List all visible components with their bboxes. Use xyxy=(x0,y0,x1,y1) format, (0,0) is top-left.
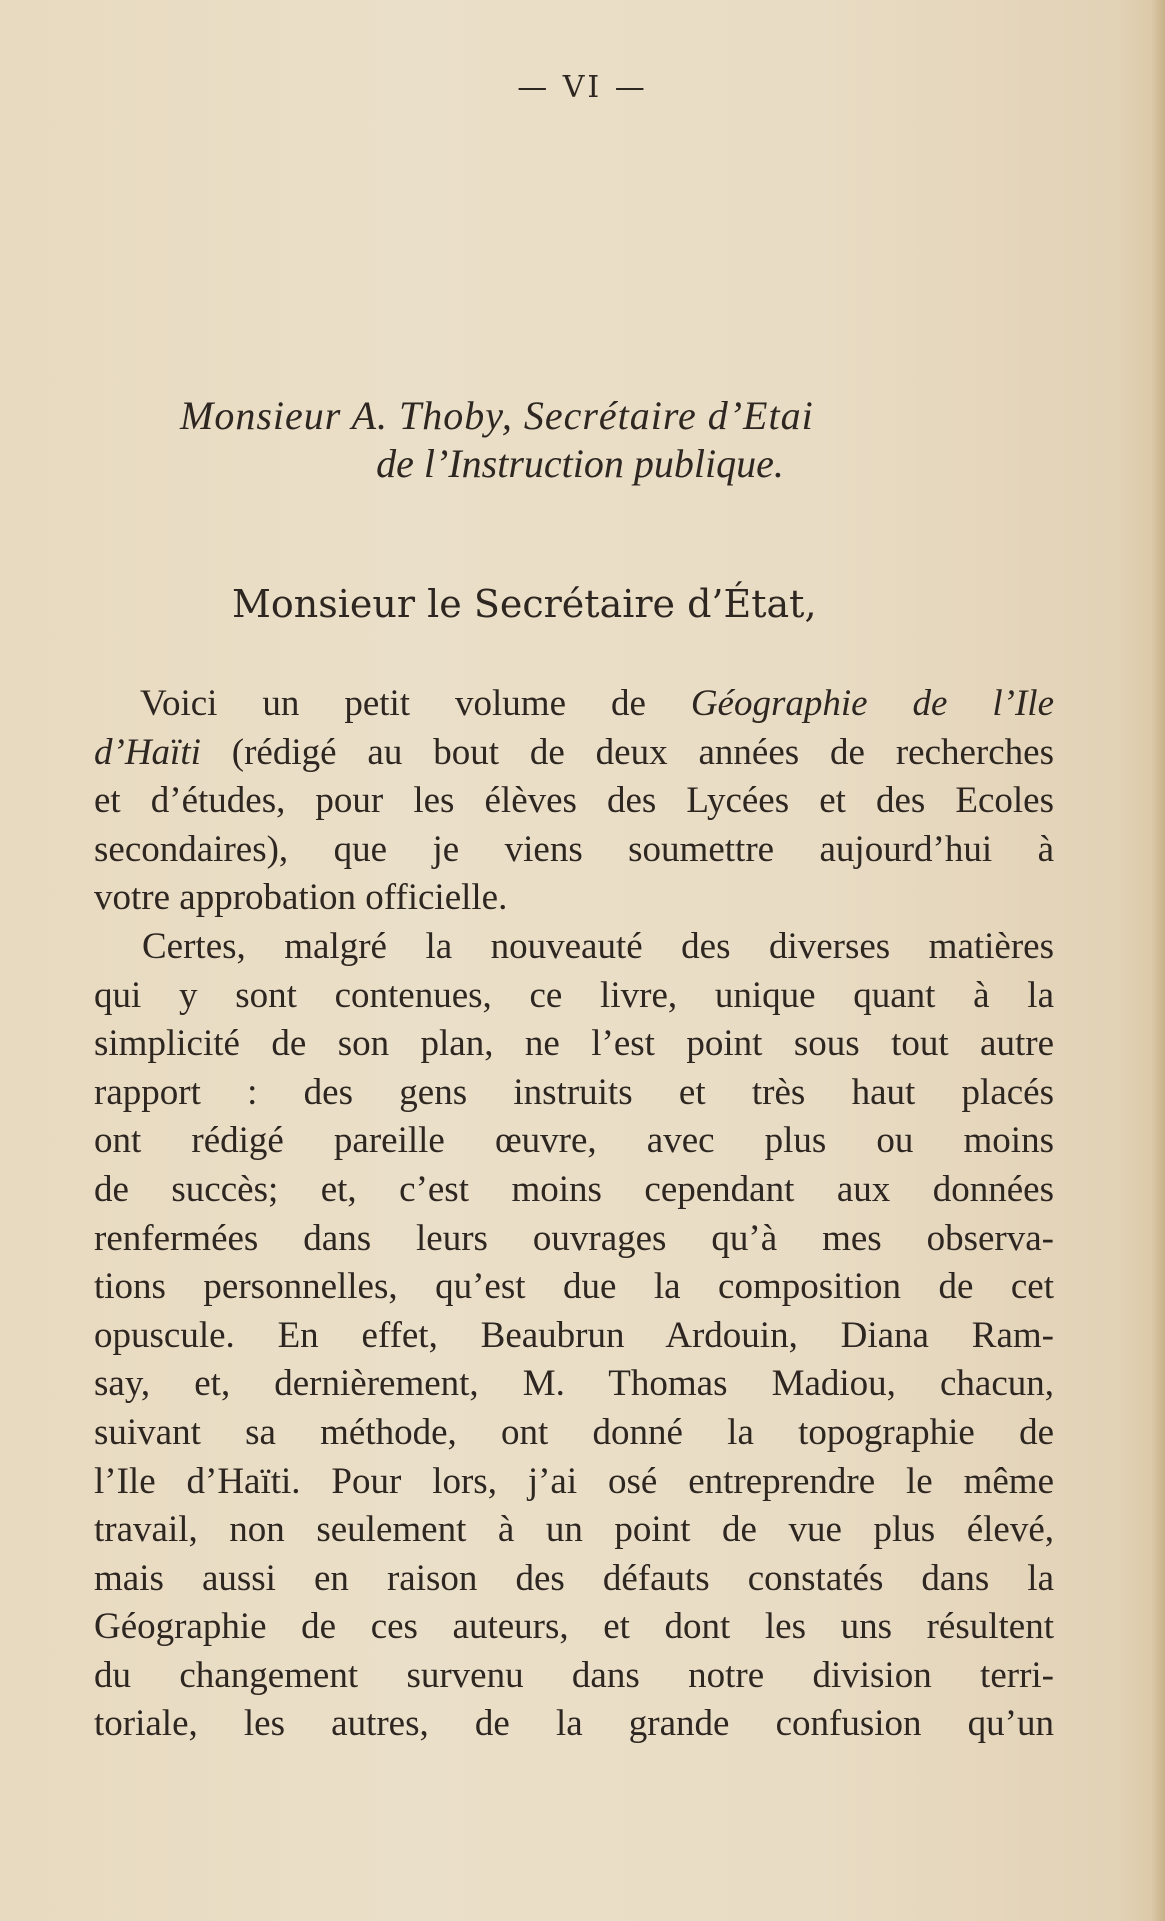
salutation: Monsieur le Secrétaire d’État, xyxy=(232,582,817,626)
paragraph-2-line: toriale, les autres, de la grande confusion qu’un xyxy=(94,1703,1054,1745)
paragraph-2-line: say, et, dernièrement, M. Thomas Madiou, chacun, xyxy=(94,1363,1054,1405)
paragraph-1-lead: Voici un petit volume de xyxy=(140,683,691,724)
letter-body xyxy=(94,680,1054,1749)
paragraph-2-line: l’Ile d’Haïti. Pour lors, j’ai osé entreprendre le même xyxy=(94,1460,1054,1502)
paragraph-2-line: opuscule. En effet, Beaubrun Ardouin, Diana Ram- xyxy=(94,1314,1054,1356)
paragraph-2-line: Géographie de ces auteurs, et dont les uns résultent xyxy=(94,1606,1054,1648)
paragraph-2-line: Certes, malgré la nouveauté des diverses matières xyxy=(142,925,1054,967)
paragraph-1-line-1 xyxy=(94,680,1054,729)
paragraph-2-line: ont rédigé pareille œuvre, avec plus ou moins xyxy=(94,1120,1054,1162)
book-title-part-1: Géographie de l’Ile xyxy=(690,683,1054,724)
paragraph-2-line: du changement survenu dans notre division terri- xyxy=(94,1654,1054,1696)
paragraph-2-line: suivant sa méthode, ont donné la topographie de xyxy=(94,1411,1054,1453)
address-line-1: Monsieur A. Thoby, Secrétaire d’Etai xyxy=(180,393,814,438)
paragraph-2-line: travail, non seulement à un point de vue plus élevé, xyxy=(94,1509,1054,1551)
page-edge xyxy=(1151,0,1165,1921)
dedication-address xyxy=(180,392,980,488)
page-number: — VI — xyxy=(517,70,648,105)
paragraph-1-line-5: votre approbation officielle. xyxy=(94,877,508,919)
paragraph-1-line-2-rest: (rédigé au bout de deux années de recherches xyxy=(200,731,1054,773)
paragraph-1-line-2 xyxy=(94,729,1054,778)
paragraph-1-line-3: et d’études, pour les élèves des Lycées et des Ecoles xyxy=(94,780,1054,822)
paragraph-2-line: rapport : des gens instruits et très haut placés xyxy=(94,1071,1054,1113)
paragraph-2-line: qui y sont contenues, ce livre, unique quant à la xyxy=(94,974,1054,1016)
address-line-2: de l’Instruction publique. xyxy=(376,441,784,486)
paragraph-2-line: de succès; et, c’est moins cependant aux données xyxy=(94,1168,1054,1210)
paragraph-2-line: renfermées dans leurs ouvrages qu’à mes observa- xyxy=(94,1217,1054,1259)
paragraph-2-line: simplicité de son plan, ne l’est point sous tout autre xyxy=(94,1023,1054,1065)
paragraph-2-line: mais aussi en raison des défauts constatés dans la xyxy=(94,1557,1054,1599)
paragraph-1-line-4: secondaires), que je viens soumettre aujourd’hui à xyxy=(94,828,1054,870)
paragraph-2-line: tions personnelles, qu’est due la composition de cet xyxy=(94,1266,1054,1308)
book-title-part-2: d’Haïti xyxy=(94,731,201,773)
